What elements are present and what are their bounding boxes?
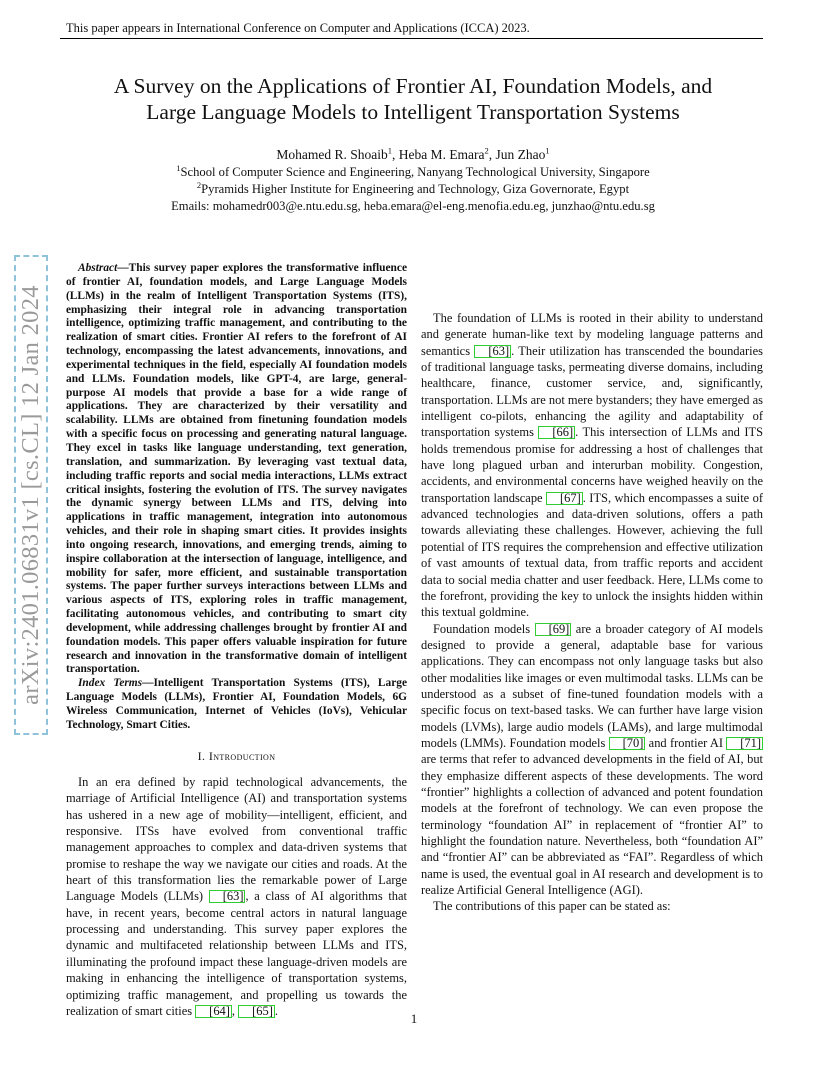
citation-65[interactable]: [65] [238,1005,275,1018]
right-column-body [421,310,763,915]
text-run: , [231,1003,239,1018]
arxiv-stamp[interactable] [14,255,48,735]
text-run: . [274,1003,278,1018]
text-run: are a broader category of AI models designed to provide a general, adaptable base for various applications. They can encompass not only language tasks but also other modalities like images or even multimodal tasks. LLMs can be understood as a subset of fine-tuned foundation models with a specific focus on text-based tasks. We can further have large vision models (LVMs), large audio models (LAMs), and large multimodal models (LMMs). Foundation models [421,621,763,750]
affiliation-2 [60,181,766,197]
index-terms-text: —Intelligent Transportation Systems (ITS), Large Language Models (LLMs), Frontier AI, Foundation Models, 6G Wireless Communication, Internet of Vehicles (IoVs), Vehicular Technology, Smart Cities. [66,677,408,731]
author-1-affil: 1 [387,145,392,156]
author-1: Mohamed R. Shoaib [276,147,388,162]
index-terms-label: Index Terms [78,677,143,690]
text-run: . Their utilization has transcended the boundaries of traditional language tasks, permeating diverse domains, including healthcare, finance, customer service, and, significantly, transportation. LLMs are not mere bystanders; they have emerged as intelligent co-pilots, enhancing the agility and adaptability of transportation systems [421,343,763,440]
citation-71[interactable]: [71] [726,737,763,750]
text-run: . This intersection of LLMs and ITS holds tremendous promise for addressing a host of challenges that have long plagued urban and interurban mobility. Congestion, accidents, and environmental concerns have weighed heavily on the transportation landscape [421,425,763,505]
text-run: Foundation models [433,621,535,636]
text-run: The foundation of LLMs is rooted in their ability to understand and generate human-like text by modeling language patterns and semantics [421,311,763,358]
title-line-2: Large Language Models to Intelligent Transportation Systems [146,100,680,124]
text-run: are terms that refer to advanced developments in the field of AI, but they emphasize different aspects of these developments. The word “frontier” highlights a collection of advanced and potent foundation models at the forefront of technology. We can even propose the terminology “foundation AI” in replacement of “frontier AI” to highlight the foundation nature. Nevertheless, both “foundation AI” and “frontier AI” can be abbreviated as “FAI”. Regardless of which name is used, the eventual goal in AI research and development is to realize Artificial General Intelligence (AGI). [421,752,763,898]
abstract-label: Abstract [78,262,118,274]
left-column [66,262,407,1019]
intro-paragraph-3 [421,621,763,899]
section-number: I. [197,748,209,763]
intro-paragraph-2 [421,310,763,621]
citation-66[interactable]: [66] [538,426,575,439]
section-heading-introduction [66,748,407,764]
affiliation-2-text: Pyramids Higher Institute for Engineering and Technology, Giza Governorate, Egypt [201,182,630,196]
index-terms [66,677,407,732]
affiliation-1 [60,164,766,180]
citation-63[interactable]: [63] [209,890,246,903]
citation-64[interactable]: [64] [195,1005,232,1018]
affiliation-1-num: 1 [176,162,181,173]
author-emails: Emails: mohamedr003@e.ntu.edu.sg, heba.emara@el-eng.menofia.edu.eg, junzhao@ntu.edu.sg [171,199,655,213]
citation-67[interactable]: [67] [546,492,583,505]
text-run: , a class of AI algorithms that have, in recent years, become central actors in natural language processing and understanding. This survey paper explores the dynamic and multifaceted relationship between LLMs and ITS, illuminating the profound impact these language-driven models are making in enhancing the intelligence of transportation systems, optimizing traffic management, and propelling us towards the realization of smart cities [66,889,407,1018]
citation-63[interactable]: [63] [474,345,511,358]
text-run: In an era defined by rapid technological advancements, the marriage of Artificial Intelligence (AI) and transportation systems has ushered in a new age of mobility—intelligent, efficient, and responsive. ITSs have evolved from conventional traffic management approaches to complex and data-driven systems that promise to reshape the way we navigate our cities and roads. At the heart of this transformation lies the remarkable power of Large Language Models (LLMs) [66,775,407,904]
arxiv-id: arXiv:2401.06831v1 [cs.CL] 12 Jan 2024 [17,285,44,705]
header-rule [60,38,763,39]
text-run: . ITS, which encompasses a suite of advanced technologies and data-driven solutions, offers a path towards alleviating these challenges. However, achieving the full potential of ITS requires the comprehension and effective utilization of vast amounts of textual data, from traffic reports and accident data to social media chatter and user feedback. Here, LLMs come to the forefront, providing the key to unlock the insights hidden within this textual goldmine. [421,490,763,620]
intro-paragraph-1 [66,774,407,1019]
conference-note: This paper appears in International Conference on Computer and Applications (ICCA) 2023. [66,21,530,35]
author-3-affil: 1 [545,145,550,156]
affiliation-1-text: School of Computer Science and Engineering, Nanyang Technological University, Singapore [180,165,650,179]
affiliation-2-num: 2 [196,179,202,190]
abstract [66,262,407,677]
title-line-1: A Survey on the Applications of Frontier AI, Foundation Models, and [113,74,713,98]
author-3: Jun Zhao [495,147,546,162]
page-number: 1 [410,1011,418,1026]
author-2: Heba M. Emara [398,147,485,162]
author-2-affil: 2 [484,145,489,156]
paper-title [60,73,766,125]
intro-paragraph-4: The contributions of this paper can be stated as: [433,899,671,914]
text-run: and frontier AI [645,735,727,750]
citation-70[interactable]: [70] [609,737,646,750]
citation-69[interactable]: [69] [535,623,572,636]
author-list: Mohamed R. Shoaib$^1$, Heba M. Emara$^2$, Jun Zhao$^1$ [276,145,550,162]
abstract-text: —This survey paper explores the transformative influence of frontier AI, foundation models, and Large Language Models (LLMs) in the realm of Intelligent Transportation Systems (ITS), emphasizing their integral role in advancing transportation intelligence, optimizing traffic management, and contributing to the realization of smart cities. Frontier AI refers to the forefront of AI technology, encompassing the latest advancements, innovations, and experimental techniques in the field, especially AI foundation models and LLMs. Foundation models, like GPT-4, are large, general-purpose AI models that provide a base for a wide range of applications. They are characterized by their versatility and scalability. LLMs are obtained from finetuning foundation models with a specific focus on processing and generating natural language. They excel in tasks like language understanding, text generation, translation, and summarization. By leveraging vast textual data, including traffic reports and social media interactions, LLMs extract critical insights, fostering the evolution of ITS. The survey navigates the dynamic synergy between LLMs and ITS, delving into applications in traffic management, integration into autonomous vehicles, and their role in shaping smart cities. It provides insights into ongoing research, innovations, and emerging trends, aiming to inspire collaboration at the intersection of language, intelligence, and mobility for safer, more efficient, and sustainable transportation systems. The paper further surveys interactions between LLMs and various aspects of ITS, exploring roles in traffic management, facilitating autonomous vehicles, and contributing to smart city development, while addressing challenges brought by frontier AI and foundation models. This paper offers valuable inspiration for future research and innovation in the transformative domain of intelligent transportation. [66,262,407,676]
section-title: Introduction [208,748,276,763]
